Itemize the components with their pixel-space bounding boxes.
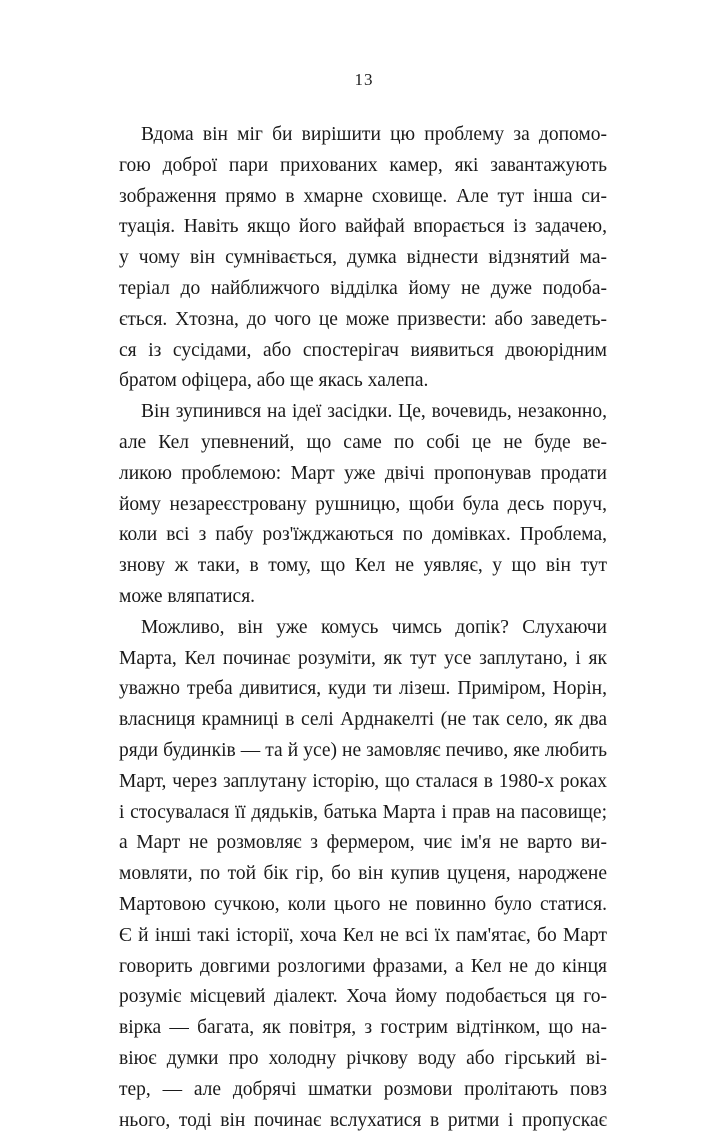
text-line: але Кел упевнений, що саме по собі це не буде ве- bbox=[119, 428, 607, 459]
text-line: ється. Хтозна, до чого це може призвести: або заведеть- bbox=[119, 305, 607, 336]
text-line: а Март не розмовляє з фермером, чиє ім'я не варто ви- bbox=[119, 828, 607, 859]
text-line: нього, тоді він починає вслухатися в ритми і пропускає bbox=[119, 1106, 607, 1136]
page-number: 13 bbox=[0, 70, 728, 90]
text-line: Є й інші такі історії, хоча Кел не всі їх пам'ятає, бо Март bbox=[119, 921, 607, 952]
text-line: Мартовою сучкою, коли цього не повинно було статися. bbox=[119, 890, 607, 921]
text-line: ряди будинків — та й усе) не замовляє печиво, яке любить bbox=[119, 736, 607, 767]
text-line: уважно треба дивитися, куди ти лізеш. Приміром, Норін, bbox=[119, 674, 607, 705]
text-line: коли всі з пабу роз'їжджаються по домівках. Проблема, bbox=[119, 520, 607, 551]
text-line: туація. Навіть якщо його вайфай впорається із задачею, bbox=[119, 212, 607, 243]
text-line: мовляти, по той бік гір, бо він купив цуценя, народжене bbox=[119, 859, 607, 890]
text-line: говорить довгими розлогими фразами, а Кел не до кінця bbox=[119, 952, 607, 983]
text-line: власниця крамниці в селі Арднакелті (не так село, як два bbox=[119, 705, 607, 736]
text-line: ликою проблемою: Март уже двічі пропонував продати bbox=[119, 459, 607, 490]
text-line: йому незареєстровану рушницю, щоби була десь поруч, bbox=[119, 490, 607, 521]
text-line: у чому він сумнівається, думка віднести відзнятий ма- bbox=[119, 243, 607, 274]
text-line: гою доброї пари прихованих камер, які завантажують bbox=[119, 151, 607, 182]
text-line: тер, — але добрячі шматки розмови пролітають повз bbox=[119, 1075, 607, 1106]
text-line: теріал до найближчого відділка йому не дуже подоба- bbox=[119, 274, 607, 305]
text-line: Можливо, він уже комусь чимсь допік? Слухаючи bbox=[119, 613, 607, 644]
text-line: знову ж таки, в тому, що Кел не уявляє, у що він тут bbox=[119, 551, 607, 582]
text-line: зображення прямо в хмарне сховище. Але тут інша си- bbox=[119, 182, 607, 213]
text-line: вірка — багата, як повітря, з гострим відтінком, що на- bbox=[119, 1013, 607, 1044]
text-line: ся із сусідами, або спостерігач виявиться двоюрідним bbox=[119, 336, 607, 367]
text-line: Він зупинився на ідеї засідки. Це, вочевидь, незаконно, bbox=[119, 397, 607, 428]
paragraph bbox=[119, 397, 607, 613]
text-line: Март, через заплутану історію, що сталася в 1980-х роках bbox=[119, 767, 607, 798]
text-line: Марта, Кел починає розуміти, як тут усе заплутано, і як bbox=[119, 644, 607, 675]
text-line: Вдома він міг би вирішити цю проблему за допомо- bbox=[119, 120, 607, 151]
text-line: може вляпатися. bbox=[119, 582, 607, 613]
text-line: і стосувалася її дядьків, батька Марта і прав на пасовище; bbox=[119, 798, 607, 829]
body-text bbox=[119, 120, 607, 1136]
paragraph bbox=[119, 613, 607, 1136]
text-line: братом офіцера, або ще якась халепа. bbox=[119, 366, 607, 397]
paragraph bbox=[119, 120, 607, 397]
text-line: віює думки про холодну річкову воду або гірський ві- bbox=[119, 1044, 607, 1075]
text-line: розуміє місцевий діалект. Хоча йому подобається ця го- bbox=[119, 982, 607, 1013]
